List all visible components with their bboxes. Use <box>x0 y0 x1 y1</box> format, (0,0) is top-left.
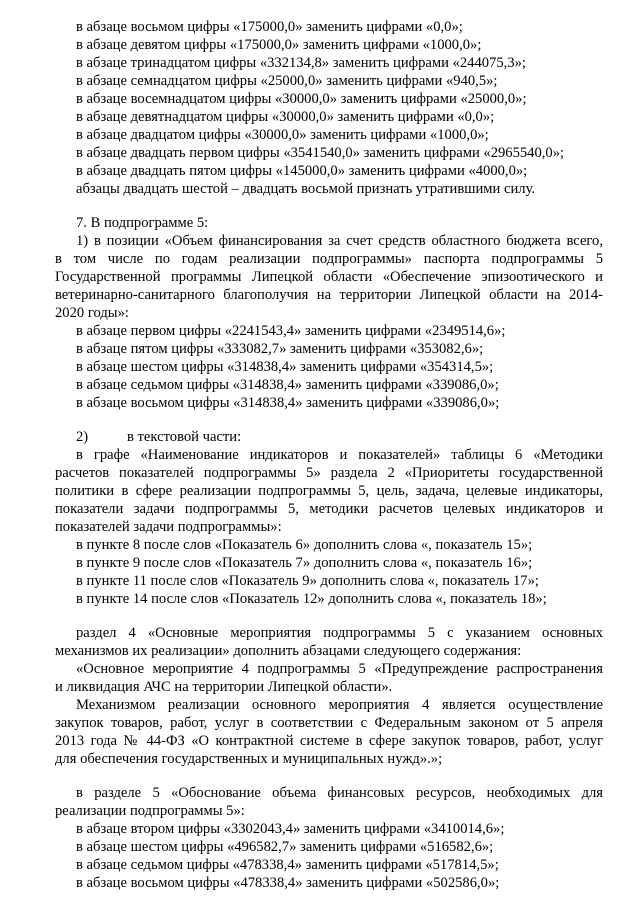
paragraph-line: показатели задачи подпрограммы 5, методики расчетов целевых индикаторов и <box>55 501 603 517</box>
paragraph-line: 2020 годы»: <box>55 305 129 321</box>
text-line: в абзаце первом цифры «2241543,4» заменить цифрами «2349514,6»; <box>76 323 506 339</box>
paragraph-line: реализации подпрограммы 5»: <box>55 803 245 819</box>
paragraph-line: раздел 4 «Основные мероприятия подпрограммы 5 с указанием основных <box>76 625 603 641</box>
paragraph-line: ветеринарно-санитарного благополучия на территории Липецкой области на 2014- <box>55 287 603 303</box>
paragraph-line: Государственной программы Липецкой области «Обеспечение эпизоотического и <box>55 269 603 285</box>
text-line: в абзаце восьмом цифры «478338,4» заменить цифрами «502586,0»; <box>76 875 500 891</box>
text-line: в абзаце седьмом цифры «314838,4» заменить цифрами «339086,0»; <box>76 377 499 393</box>
text-line: в абзаце семнадцатом цифры «25000,0» заменить цифрами «940,5»; <box>76 73 498 89</box>
paragraph-line: механизмов их реализации» дополнить абзацами следующего содержания: <box>55 643 522 659</box>
item-number: 2) <box>76 429 89 445</box>
paragraph-line: политики в сфере реализации подпрограммы 5, цель, задача, целевые индикаторы, <box>55 483 603 499</box>
paragraph-line: в графе «Наименование индикаторов и показателей» таблицы 6 «Методики <box>76 447 603 463</box>
paragraph-line: Механизмом реализации основного мероприятия 4 является осуществление <box>76 697 603 713</box>
text-line: в абзаце седьмом цифры «478338,4» заменить цифрами «517814,5»; <box>76 857 499 873</box>
text-line: в пункте 14 после слов «Показатель 12» дополнить слова «, показатель 18»; <box>76 591 547 607</box>
text-line: в абзаце тринадцатом цифры «332134,8» заменить цифрами «244075,3»; <box>76 55 526 71</box>
text-line: в пункте 11 после слов «Показатель 9» дополнить слова «, показатель 17»; <box>76 573 539 589</box>
text-line: в абзаце восьмом цифры «314838,4» заменить цифрами «339086,0»; <box>76 395 500 411</box>
item-label: в текстовой части: <box>127 429 242 445</box>
paragraph-line: показателей задачи подпрограммы»: <box>55 519 282 535</box>
paragraph-line: «Основное мероприятие 4 подпрограммы 5 «Предупреждение распространения <box>76 661 603 677</box>
text-line: в абзаце втором цифры «3302043,4» заменить цифрами «3410014,6»; <box>76 821 505 837</box>
text-line: в пункте 8 после слов «Показатель 6» дополнить слова «, показатель 15»; <box>76 537 533 553</box>
paragraph-line: в том числе по годам реализации подпрограммы» паспорта подпрограммы 5 <box>55 251 603 267</box>
paragraph-line: расчетов показателей подпрограммы 5» раздела 2 «Приоритеты государственной <box>55 465 603 481</box>
text-line: в абзаце двадцать пятом цифры «145000,0» заменить цифрами «4000,0»; <box>76 163 528 179</box>
section-heading: 7. В подпрограмме 5: <box>76 215 209 231</box>
text-line: в абзаце шестом цифры «314838,4» заменить цифрами «354314,5»; <box>76 359 494 375</box>
paragraph-line: для обеспечения государственных и муниципальных нужд».»; <box>55 751 443 767</box>
paragraph-line: и ликвидация АЧС на территории Липецкой области». <box>55 679 393 695</box>
text-line: в абзаце восемнадцатом цифры «30000,0» заменить цифрами «25000,0»; <box>76 91 527 107</box>
text-line: в абзаце девятом цифры «175000,0» заменить цифрами «1000,0»; <box>76 37 482 53</box>
paragraph-line: закупок товаров, работ, услуг в соответствии с Федеральным законом от 5 апреля <box>55 715 603 731</box>
text-line: в абзаце пятом цифры «333082,7» заменить цифрами «353082,6»; <box>76 341 484 357</box>
text-line: в абзаце двадцатом цифры «30000,0» заменить цифрами «1000,0»; <box>76 127 489 143</box>
text-line: абзацы двадцать шестой – двадцать восьмой признать утратившими силу. <box>76 181 536 197</box>
paragraph-line: в разделе 5 «Обоснование объема финансовых ресурсов, необходимых для <box>76 785 603 801</box>
text-line: в абзаце двадцать первом цифры «3541540,0» заменить цифрами «2965540,0»; <box>76 145 565 161</box>
text-line: в абзаце шестом цифры «496582,7» заменить цифрами «516582,6»; <box>76 839 494 855</box>
text-line: в абзаце девятнадцатом цифры «30000,0» заменить цифрами «0,0»; <box>76 109 495 125</box>
paragraph-line: 1) в позиции «Объем финансирования за счет средств областного бюджета всего, <box>76 233 603 249</box>
paragraph-line: 2013 года № 44-ФЗ «О контрактной системе в сфере закупок товаров, работ, услуг <box>55 733 603 749</box>
text-line: в абзаце восьмом цифры «175000,0» заменить цифрами «0,0»; <box>76 19 463 35</box>
text-line: в пункте 9 после слов «Показатель 7» дополнить слова «, показатель 16»; <box>76 555 533 571</box>
